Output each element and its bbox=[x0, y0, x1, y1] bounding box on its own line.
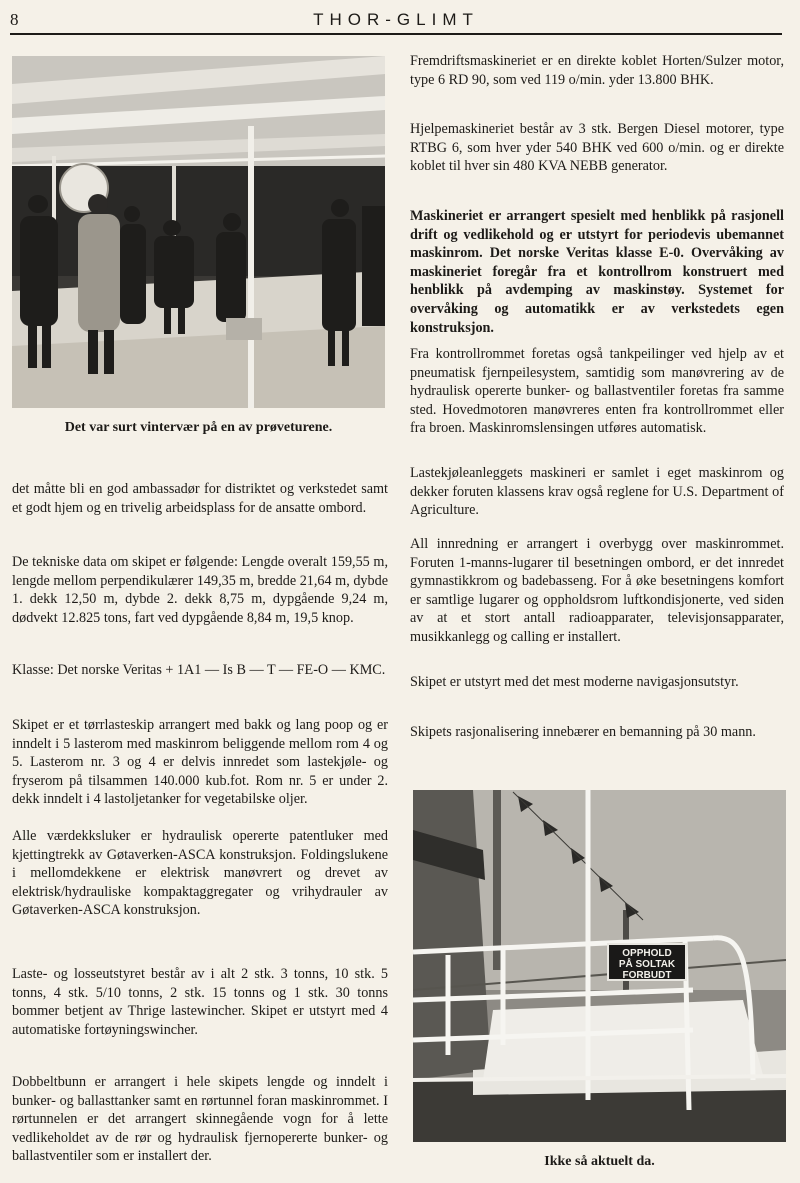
paragraph-class: Klasse: Det norske Veritas + 1A1 — Is B — T — FE-O — KMC. bbox=[12, 662, 386, 678]
sign-line-1: OPPHOLD bbox=[622, 948, 672, 959]
paragraph-hatches: Alle værdekksluker er hydraulisk opererte patentluker med kjettingtrekk av Gøtaverken-ASCA konstruksjon. Foldingslukene i mellomdekkene er elektrisk manøvrert og drevet av elektrisk/hydrauliske kompaktaggregater og vrihydrauler av Gøtaverken-ASCA konstruksjon. bbox=[12, 828, 388, 919]
paragraph-navigation: Skipet er utstyrt med det mest moderne navigasjonsutstyr. bbox=[410, 674, 739, 690]
paragraph-cargo-holds: Skipet er et tørrlasteskip arrangert med bakk og lang poop og er inndelt i 5 lasterom med maskinrom beliggende mellom rom 4 og 5. Lasterom nr. 3 og 4 er delvis innredet som lastekjøle- og fryserom på tilsammen 140.000 kub.fot. Rom nr. 5 er under 2. dekk inndelt i 4 lastoljetanker for vegetabilske oljer. bbox=[12, 717, 388, 808]
page-header bbox=[10, 8, 782, 34]
header-rule bbox=[10, 33, 782, 35]
winter-trial-photo bbox=[12, 56, 385, 408]
paragraph-propulsion: Fremdriftsmaskineriet er en direkte koblet Horten/Sulzer motor, type 6 RD 90, som ved 119 o/min. yder 13.800 BHK. bbox=[410, 53, 784, 88]
magazine-title: THOR-GLIMT bbox=[313, 10, 479, 29]
paragraph-refrigeration: Lastekjøleanleggets maskineri er samlet i eget maskinrom og dekker foruten klassens krav også reglene for U.S. Department of Agriculture. bbox=[410, 465, 784, 519]
paragraph-cargo-gear: Laste- og losseutstyret består av i alt 2 stk. 3 tonns, 10 stk. 5 tonns, 4 stk. 5/10 tonns, 2 stk. 15 tonns og 1 stk. 30 tonns bommer betjent av Thrige lastewincher. Skipet er utstyrt med 4 automatiske fortøyningswincher. bbox=[12, 966, 388, 1038]
paragraph-manning: Skipets rasjonalisering innebærer en bemanning på 30 mann. bbox=[410, 724, 756, 740]
page-number: 8 bbox=[10, 10, 19, 29]
sun-deck-photo bbox=[413, 790, 786, 1142]
paragraph-intro: det måtte bli en god ambassadør for distriktet og verkstedet samt et godt hjem og en trivelig arbeidsplass for de ansatte ombord. bbox=[12, 481, 388, 516]
paragraph-double-bottom: Dobbeltbunn er arrangert i hele skipets lengde og inndelt i bunker- og ballasttanker samt en rørtunnel foran maskinrommet. I rørtunnelen er det arrangert skinnegående vogn for å lette vedlikeholdet av de rør og hydraulisk fjernopererte bunker- og ballastventiler som er installert der. bbox=[12, 1074, 388, 1165]
paragraph-auxiliary: Hjelpemaskineriet består av 3 stk. Bergen Diesel motorer, type RTBG 6, som hver yder 540 BHK ved 600 o/min. og er direkte koblet til hver sin 480 KVA NEBB generator. bbox=[410, 121, 784, 175]
sign-line-2: PÅ SOLTAK bbox=[618, 959, 676, 970]
photo1-caption: Det var surt vintervær på en av prøveturene. bbox=[64, 420, 333, 435]
paragraph-accommodation: All innredning er arrangert i overbygg over maskinrommet. Foruten 1-manns-lugarer til besetningen ombord, er det innredet gymnastikkrom og badebasseng. For å øke besetningens komfort er samtlige lugarer og oppholdsrom luftkondisjonerte, ved siden av at et stort antall radioapparater, televisjonsapparater, musikkanlegg og calling er installert. bbox=[410, 536, 784, 645]
photo2-caption: Ikke så aktuelt da. bbox=[544, 1154, 655, 1169]
sign-line-3: FORBUDT bbox=[622, 970, 672, 981]
paragraph-machinery-bold: Maskineriet er arrangert spesielt med henblikk på rasjonell drift og vedlikehold og er utstyrt for periodevis ubemannet maskinrom. Det norske Veritas klasse E-0. Overvåking av maskineriet foregår fra et kontrollrom konstruert med henblikk på avdemping av maskinstøy. Systemet for overvåking og automatikk er av verkstedets egen konstruksjon. bbox=[410, 208, 784, 336]
paragraph-technical-data: De tekniske data om skipet er følgende: Lengde overalt 159,55 m, lengde mellom perpendikulærer 149,35 m, bredde 21,64 m, dybde 1. dekk 12,50 m, dybde 2. dekk 8,75 m, dypgående 9,24 m, dødvekt 12.825 tons, fart ved dypgående 8,84 m, 19,5 knop. bbox=[12, 554, 388, 626]
paragraph-control-room: Fra kontrollrommet foretas også tankpeilinger ved hjelp av et pneumatisk fjernpeilesystem, samtidig som manøvrering av de hydraulisk opererte bunker- og ballastventiler foretas fra samme sted. Hovedmotoren manøvreres enten fra kontrollrommet eller fra broen. Maskinromslensingen utføres automatisk. bbox=[410, 346, 784, 437]
